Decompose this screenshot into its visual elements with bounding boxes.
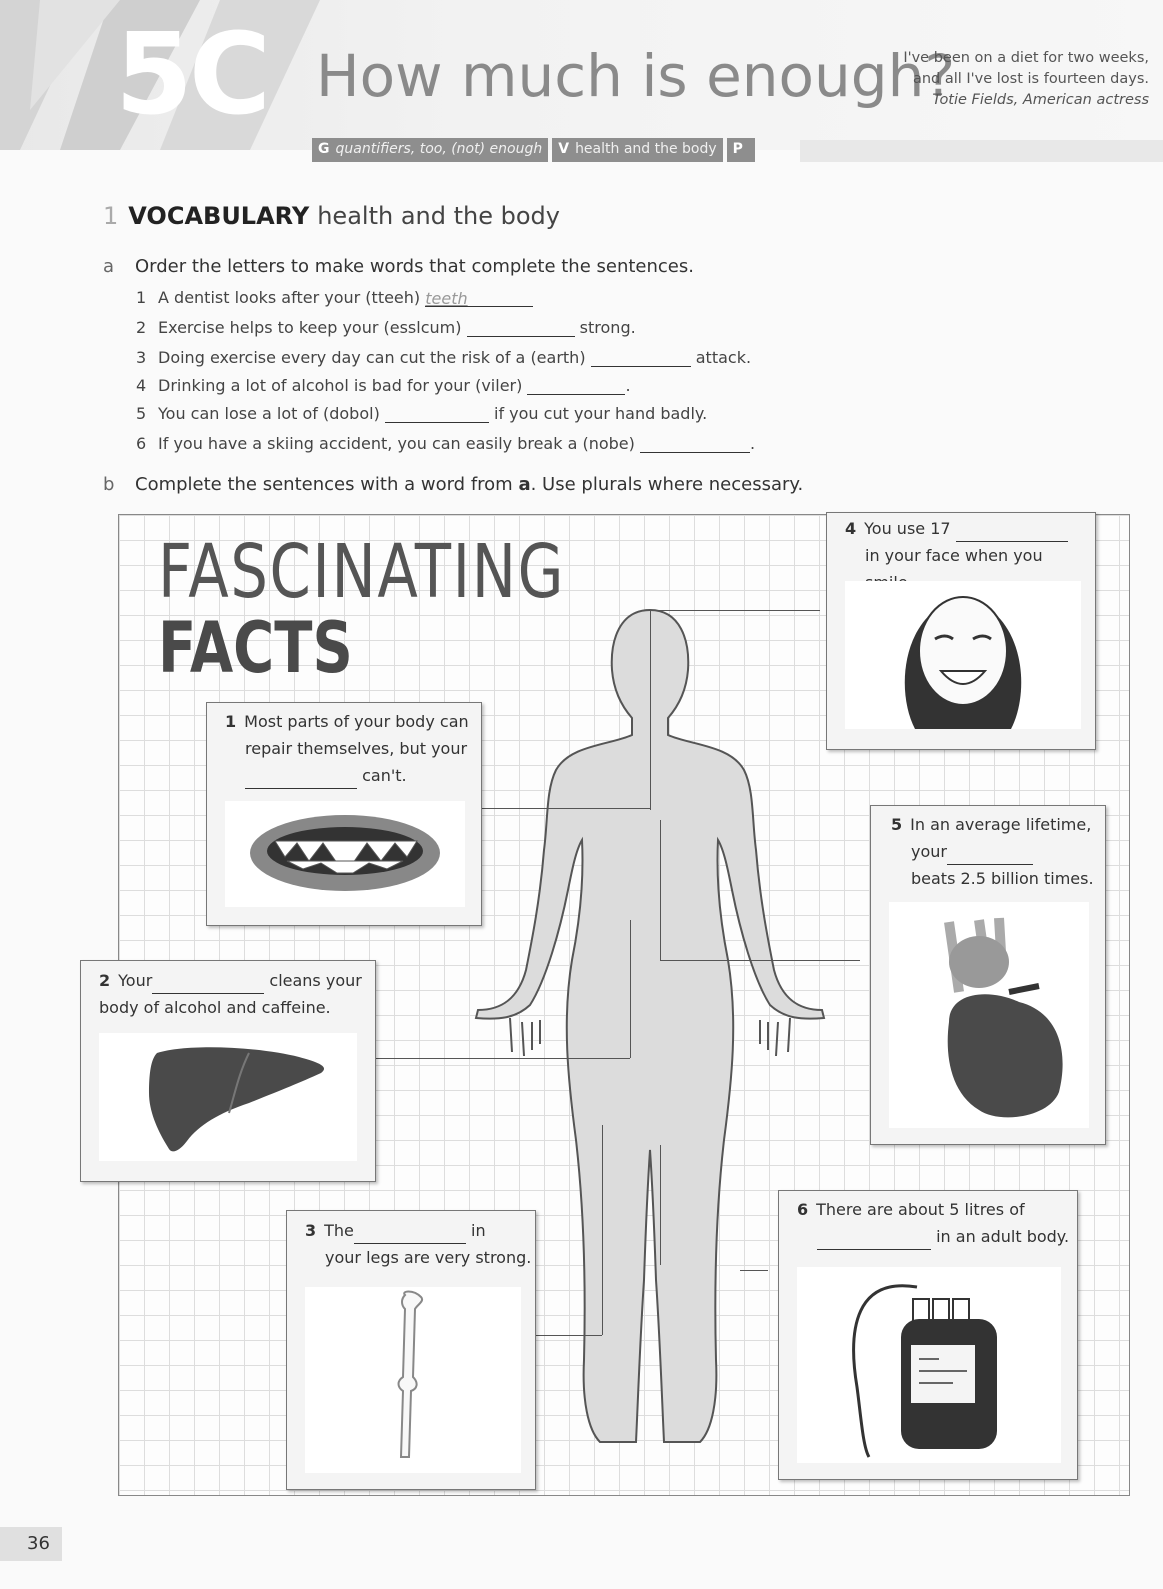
teeth-image (225, 801, 465, 907)
fact-5-line-3: beats 2.5 billion times. (911, 869, 1094, 888)
fact-2-blank[interactable] (152, 976, 264, 994)
grammar-tag: G quantifiers, too, (not) enough (312, 138, 548, 162)
fact-5-line-2: your (891, 838, 1094, 865)
fact-1-line-1: 1 Most parts of your body can (225, 712, 469, 731)
quote-line-1: I've been on a diet for two weeks, (903, 50, 1149, 66)
answer-blank-3[interactable] (591, 349, 691, 367)
answer-blank-2[interactable] (467, 319, 575, 337)
section-heading: 1 VOCABULARY health and the body (103, 202, 560, 230)
connector-line-5 (660, 960, 860, 961)
fact-1-line-3: can't. (225, 762, 469, 789)
connector-line-4 (650, 610, 820, 611)
fact-4-blank[interactable] (956, 524, 1068, 542)
fact-5-line-1: 5 In an average lifetime, (891, 815, 1092, 834)
fact-1-line-2: repair themselves, but your (245, 739, 468, 758)
exercise-item-5: 5 You can lose a lot of (dobol) if you cut your hand badly. (136, 404, 708, 423)
connector-line-6b (660, 1145, 661, 1265)
leg-bones-image (305, 1287, 521, 1473)
fact-6-blank[interactable] (817, 1232, 931, 1250)
heart-image (889, 902, 1089, 1128)
topic-tags (312, 138, 755, 162)
blood-bag-image (797, 1267, 1061, 1463)
fact-1-blank[interactable] (245, 771, 357, 789)
connector-line-3 (530, 1335, 602, 1336)
exercise-item-1: 1 A dentist looks after your (tteeh) teeth (136, 288, 533, 307)
connector-line-1b (650, 610, 651, 810)
fact-3-line-1: 3 The in (305, 1217, 531, 1244)
fact-2-line-2: body of alcohol and caffeine. (99, 998, 331, 1017)
connector-line-3b (602, 1125, 603, 1335)
fact-box-4 (826, 512, 1096, 750)
fact-3-line-2: your legs are very strong. (325, 1248, 532, 1267)
page-number: 36 (0, 1527, 62, 1561)
connector-line-6 (740, 1270, 768, 1271)
fact-4-line-2: in your face when you (865, 546, 1043, 565)
fact-2-line-1: 2 Your cleans your (99, 967, 362, 994)
exercise-item-6: 6 If you have a skiing accident, you can easily break a (nobe) . (136, 434, 756, 453)
exercise-a-instruction: a Order the letters to make words that complete the sentences. (103, 256, 694, 277)
fact-4-line-1: 4 You use 17 (845, 515, 1095, 542)
exercise-item-3: 3 Doing exercise every day can cut the risk of a (earth) attack. (136, 348, 752, 367)
fact-box-5 (870, 805, 1106, 1145)
exercise-item-4: 4 Drinking a lot of alcohol is bad for your (viler) . (136, 376, 631, 395)
fact-box-3 (286, 1210, 536, 1490)
fact-3-blank[interactable] (354, 1226, 466, 1244)
unit-number: 5C (115, 10, 268, 140)
fact-box-1 (206, 702, 482, 926)
vocabulary-tag: V health and the body (552, 138, 722, 162)
connector-line-2 (372, 1058, 630, 1059)
fact-5-blank[interactable] (947, 847, 1033, 865)
connector-line-5b (660, 820, 661, 960)
page-title: How much is enough? (316, 42, 956, 110)
exercise-b-instruction: b Complete the sentences with a word from a. Use plurals where necessary. (103, 474, 804, 495)
poster-title: FASCINATING FACTS (158, 529, 566, 689)
connector-line-2b (630, 920, 631, 1058)
smiling-face-image (845, 581, 1081, 729)
quote-author: Totie Fields, American actress (932, 92, 1149, 108)
fact-box-2 (80, 960, 376, 1182)
pronunciation-tag: P (727, 138, 755, 162)
fact-6-line-2: in an adult body. (797, 1223, 1069, 1250)
answer-blank-4[interactable] (527, 377, 625, 395)
exercise-item-2: 2 Exercise helps to keep your (esslcum) strong. (136, 318, 636, 337)
connector-line-1 (480, 808, 650, 809)
answer-blank-6[interactable] (640, 435, 750, 453)
tag-strip (800, 140, 1163, 162)
quote-line-2: and all I've lost is fourteen days. (912, 71, 1149, 87)
answer-blank-5[interactable] (385, 405, 489, 423)
fact-box-6 (778, 1190, 1078, 1480)
liver-image (99, 1033, 357, 1161)
quote (903, 48, 1149, 111)
fact-6-line-1: 6 There are about 5 litres of (797, 1200, 1025, 1219)
answer-blank-1[interactable]: teeth (425, 289, 533, 307)
